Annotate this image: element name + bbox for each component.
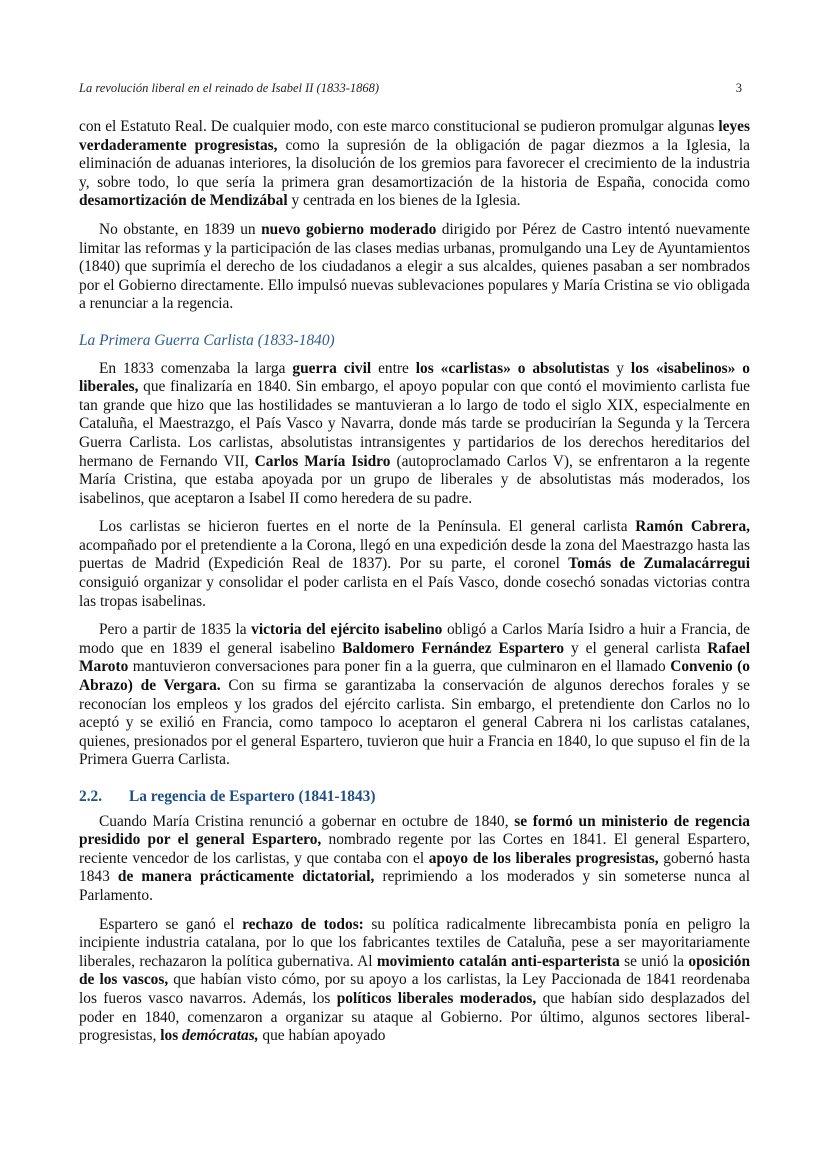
emphasis-text: Tomás de Zumalacárregui — [568, 555, 750, 573]
section-title: La regencia de Espartero (1841-1843) — [129, 788, 376, 805]
emphasis-text: desamortización de Mendizábal — [79, 192, 288, 210]
text-run: se unió la — [619, 952, 689, 970]
emphasis-text: los «carlistas» o absolutistas — [415, 359, 610, 377]
text-run: No obstante, en 1839 un — [99, 220, 262, 238]
text-run: que habían apoyado — [258, 1027, 386, 1045]
text-run: Los carlistas se hicieron fuertes en el norte de la Península. El general carlista — [99, 518, 636, 536]
emphasis-text: de manera prácticamente dictatorial, — [117, 868, 375, 886]
document-body — [79, 118, 750, 1056]
text-run: Con su firma se garantizaba la conservación de algunos derechos forales y se reconocían los empleos y los grados del ejército carlista. Sin embargo, el pretendiente don Carlos no lo aceptó y se exilió en Francia, como tampoco lo aceptaron el general Cabrera ni los carlistas catalanes, quienes, presionados por el general Espartero, tuvieron que huir a Francia en 1840, lo que supuso el fin de la Primera Guerra Carlista. — [79, 677, 750, 769]
emphasis-text: Ramón Cabrera, — [635, 518, 750, 536]
emphasis-text: los «isabelinos» o liberales, — [79, 359, 750, 396]
subsection-heading: La Primera Guerra Carlista (1833-1840) — [79, 331, 335, 349]
paragraph — [79, 916, 750, 1046]
emphasis-text: Baldomero Fernández Espartero — [342, 639, 565, 657]
text-run: En 1833 comenzaba la larga — [99, 359, 293, 377]
text-run: consiguió organizar y consolidar el poder carlista en el País Vasco, donde cosechó sonadas victorias contra las tropas isabelinas. — [79, 574, 750, 610]
running-header — [79, 81, 750, 96]
document-title: La revolución liberal en el reinado de Isabel II (1833-1868) — [79, 81, 380, 95]
emphasis-text: Rafael Maroto — [79, 639, 751, 676]
text-run: gobernó hasta 1843 — [79, 849, 750, 886]
emphasis-text: victoria del ejército isabelino — [251, 621, 443, 639]
text-run: y — [609, 359, 631, 377]
emphasis-text: guerra civil — [292, 359, 372, 377]
text-run: como la supresión de la obligación de pagar diezmos a la Iglesia, la eliminación de aduanas interiores, la disolución de los gremios para favorecer el crecimiento de la industria y, sobre todo, lo que sería la primera gran desamortización de la historia de España, conocida como — [79, 136, 750, 191]
emphasis-text: oposición de los vascos, — [79, 952, 750, 989]
paragraph — [79, 360, 750, 509]
text-run: acompañado por el pretendiente a la Corona, llegó en una expedición desde la zona del Maestrazgo hasta las puertas de Madrid (Expedición Real de 1837). Por su parte, el coronel — [79, 536, 750, 573]
text-run: obligó a Carlos María Isidro a huir a Francia, de modo que en 1839 el general isabelino — [79, 621, 751, 657]
emphasis-text: se formó un ministerio de regencia presidido por el general Espartero, — [79, 812, 750, 849]
paragraph — [79, 518, 750, 611]
text-run: y centrada en los bienes de la Iglesia. — [287, 192, 521, 210]
text-run: mantuvieron conversaciones para poner fin a la guerra, que culminaron en el llamado — [128, 658, 671, 676]
emphasis-text: leyes verdaderamente progresistas, — [79, 118, 750, 154]
text-run: y el general carlista — [564, 639, 708, 657]
emphasis-text: rechazo de todos: — [242, 915, 364, 933]
emphasis-text: movimiento catalán anti-esparterista — [376, 952, 620, 970]
text-run: nombrado regente por las Cortes en 1841. El general Espartero, reciente vencedor de los carlistas, y que contaba con el — [79, 831, 751, 867]
emphasis-text: Carlos María Isidro — [254, 452, 391, 470]
text-run: dirigido por Pérez de Castro intentó nuevamente limitar las reformas y la participación de las clases medias urbanas, promulgando una Ley de Ayuntamientos (1840) que suprimía el derecho de los ciudadanos a elegir a sus alcaldes, quienes pasaban a ser nombrados por el Gobierno directamente. Ello impulsó nuevas sublevaciones populares y María Cristina se vio obligada a renunciar a la regencia. — [79, 220, 750, 313]
emphasis-text: los — [160, 1027, 183, 1045]
text-run: Espartero se ganó el — [99, 915, 243, 933]
emphasis-text: demócratas, — [182, 1027, 259, 1045]
text-run: con el Estatuto Real. De cualquier modo, con este marco constitucional se pudieron promulgar algunas — [79, 118, 719, 135]
text-run: Pero a partir de 1835 la — [99, 621, 252, 639]
text-run: que habían visto cómo, por su apoyo a los carlistas, la Ley Paccionada de 1841 reordenaba los fueros vasco navarros. Además, los — [79, 971, 751, 1007]
text-run: Cuando María Cristina renunció a gobernar en octubre de 1840, — [99, 812, 515, 830]
emphasis-text: nuevo gobierno moderado — [261, 220, 437, 238]
section-number: 2.2. — [79, 788, 103, 805]
text-run: que finalizaría en 1840. Sin embargo, el apoyo popular con que contó el movimiento carlista fue tan grande que hizo que las hostilidades se mantuvieran a lo largo de todo el siglo XIX, especialmente en Cataluña, el Maestrazgo, el País Vasco y Navarra, donde más tarde se producirían la Segunda y la Tercera Guerra Carlista. Los carlistas, absolutistas intransigentes y partidarios de los derechos hereditarios del hermano de Fernando VII, — [79, 378, 750, 470]
section-heading — [79, 788, 750, 807]
emphasis-text: apoyo de los liberales progresistas, — [428, 849, 659, 867]
text-run: su política radicalmente librecambista ponía en peligro la incipiente industria catalana, por lo que los fabricantes textiles de Cataluña, pese a ser mayoritariamente liberales, rechazaron la política gubernativa. Al — [79, 915, 750, 970]
paragraph — [79, 813, 750, 906]
text-run: (autoproclamado Carlos V), se enfrentaron a la regente María Cristina, que estaba apoyada por un grupo de liberales y de absolutistas más moderados, los isabelinos, que aceptaron a Isabel II como heredera de su padre. — [79, 452, 750, 507]
paragraph — [79, 621, 750, 770]
text-run: que habían sido desplazados del poder en 1840, comenzaron a organizar su ataque al Gobierno. Por último, algunos sectores liberal-progresistas, — [79, 989, 750, 1045]
emphasis-text: políticos liberales moderados, — [336, 989, 537, 1007]
paragraph — [79, 118, 750, 211]
emphasis-text: Convenio (o Abrazo) de Vergara. — [79, 658, 750, 695]
paragraph — [79, 221, 750, 314]
page-number: 3 — [735, 81, 742, 95]
text-run: entre — [371, 359, 416, 377]
text-run: reprimiendo a los moderados y sin someterse nunca al Parlamento. — [79, 868, 750, 904]
